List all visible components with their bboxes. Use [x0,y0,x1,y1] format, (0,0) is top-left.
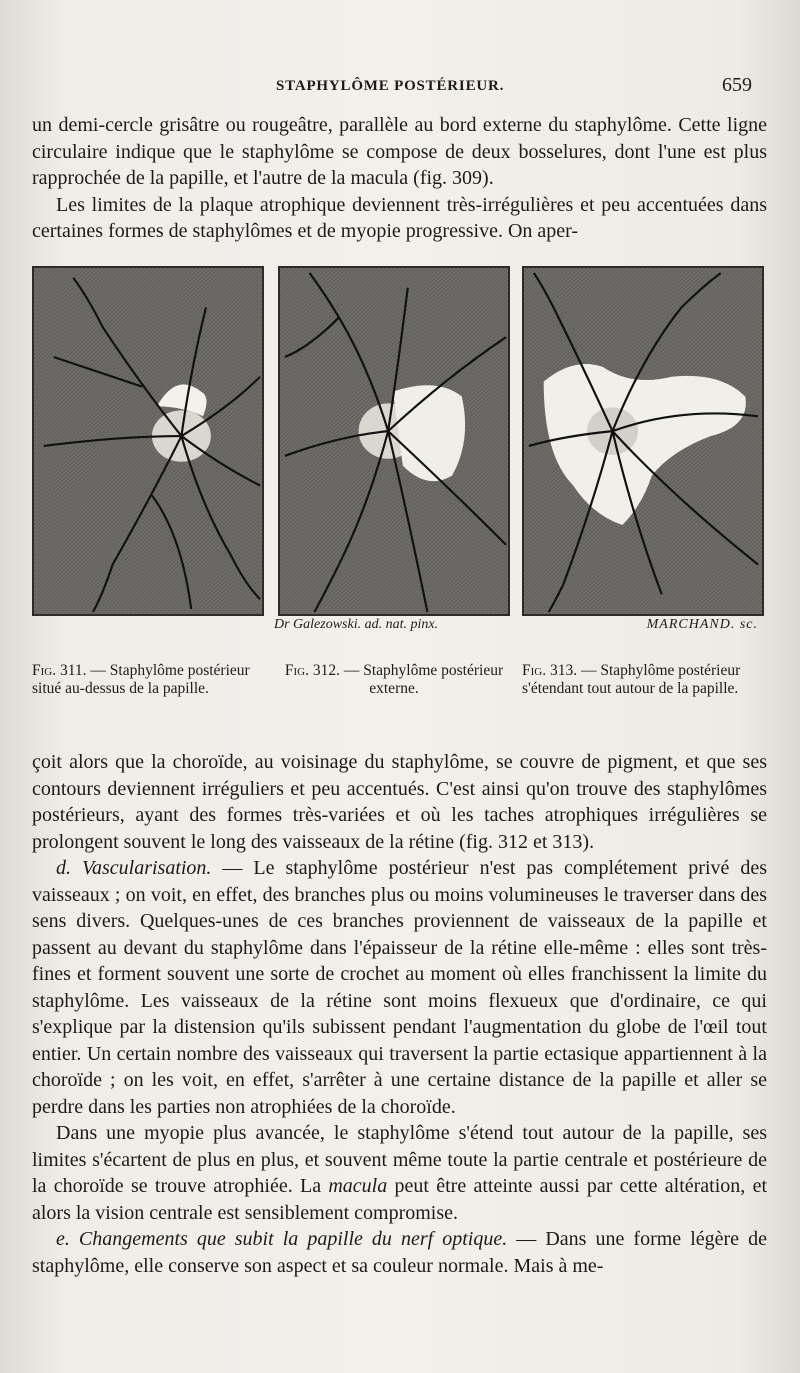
section-lead: d. Vascularisation. [56,857,212,879]
page-number: 659 [722,74,752,96]
bottom-text [32,749,767,1279]
running-header [0,74,800,100]
paragraph-myopie [32,1120,767,1226]
figure-plates [32,266,764,616]
engraving-credits [32,617,764,637]
figure-313-image [522,266,764,616]
paragraph-text: — Le staphylôme postérieur n'est pas complétement privé des vaisseaux ; on voit, en effet, des branches plus ou moins volumineuses le traverser dans des sens divers. Quelques-unes de ces branches proviennent de vaisseaux de la papille et passent au devant du staphylôme dans l'épaisseur de la rétine elle-même : elles sont très-fines et forment souvent une sorte de crochet au moment où elles franchissent la limite du staphylôme. Les vaisseaux de la rétine sont moins flexueux que d'ordinaire, ce qui s'explique par la distension qu'ils subissent pendant l'augmentation du globe de l'œil tout entier. Un certain nombre des vaisseaux qui traversent la partie ectasique appartiennent à la choroïde ; on les voit, en effet, s'arrêter à une certaine distance de la papille et aller se perdre dans les parties non atrophiées de la choroïde. [32,857,768,1118]
paragraph-text: peut être atteinte aussi par cette altération, et alors la vision centrale est sensiblement compromise. [32,1175,768,1224]
caption-text: — Staphylôme postérieur situé au-dessus de la papille. [32,662,250,697]
caption-label: Fig. 311. [32,662,87,679]
top-text [32,112,767,245]
engraver-credit: MARCHAND. sc. [646,617,758,632]
caption-label: Fig. 312. [284,662,340,679]
figure-311-image [32,266,264,616]
caption-text: — Staphylôme postérieur externe. [343,662,504,697]
paragraph: un demi-cercle grisâtre ou rougeâtre, parallèle au bord externe du staphylôme. Cette ligne circulaire indique que le staphylôme se compose de deux bosselures, dont l'une est plus rapprochée de la papille, et l'autre de la macula (fig. 309). [32,114,767,189]
paragraph: çoit alors que la choroïde, au voisinage du staphylôme, se couvre de pigment, et que ses contours deviennent irréguliers et peu accentués. C'est ainsi qu'on trouve des staphylômes postérieurs, ayant des formes très-variées et où les taches atrophiques irrégulières se prolongent souvent le long des vaisseaux de la rétine (fig. 312 et 313). [32,751,767,853]
paragraph-text: Dans une myopie plus avancée, le staphylôme s'étend tout autour de la papille, ses limites s'écartent de plus en plus, et souvent même toute la partie centrale et postérieure de la choroïde se trouve atrophiée. La [32,1122,767,1197]
running-title: STAPHYLÔME POSTÉRIEUR. [276,78,505,94]
italic-term: macula [328,1175,388,1197]
figure-311-caption [32,662,264,698]
section-lead: e. Changements que subit la papille du nerf optique. [56,1228,508,1250]
figure-312-caption [278,662,510,698]
figure-313-caption [522,662,764,698]
paragraph: Les limites de la plaque atrophique deviennent très-irrégulières et peu accentuées dans certaines formes de staphylômes et de myopie progressive. On aper- [32,193,767,242]
caption-text: — Staphylôme postérieur s'étendant tout autour de la papille. [522,662,741,697]
figure-312-image [278,266,510,616]
caption-label: Fig. 313. [522,662,578,679]
paragraph-text: — Dans une forme légère de staphylôme, elle conserve son aspect et sa couleur normale. Mais à me- [32,1228,767,1277]
paragraph-vascularisation [32,855,767,1120]
artist-credit: Dr Galezowski. ad. nat. pinx. [274,617,439,632]
paragraph-changements [32,1226,767,1279]
